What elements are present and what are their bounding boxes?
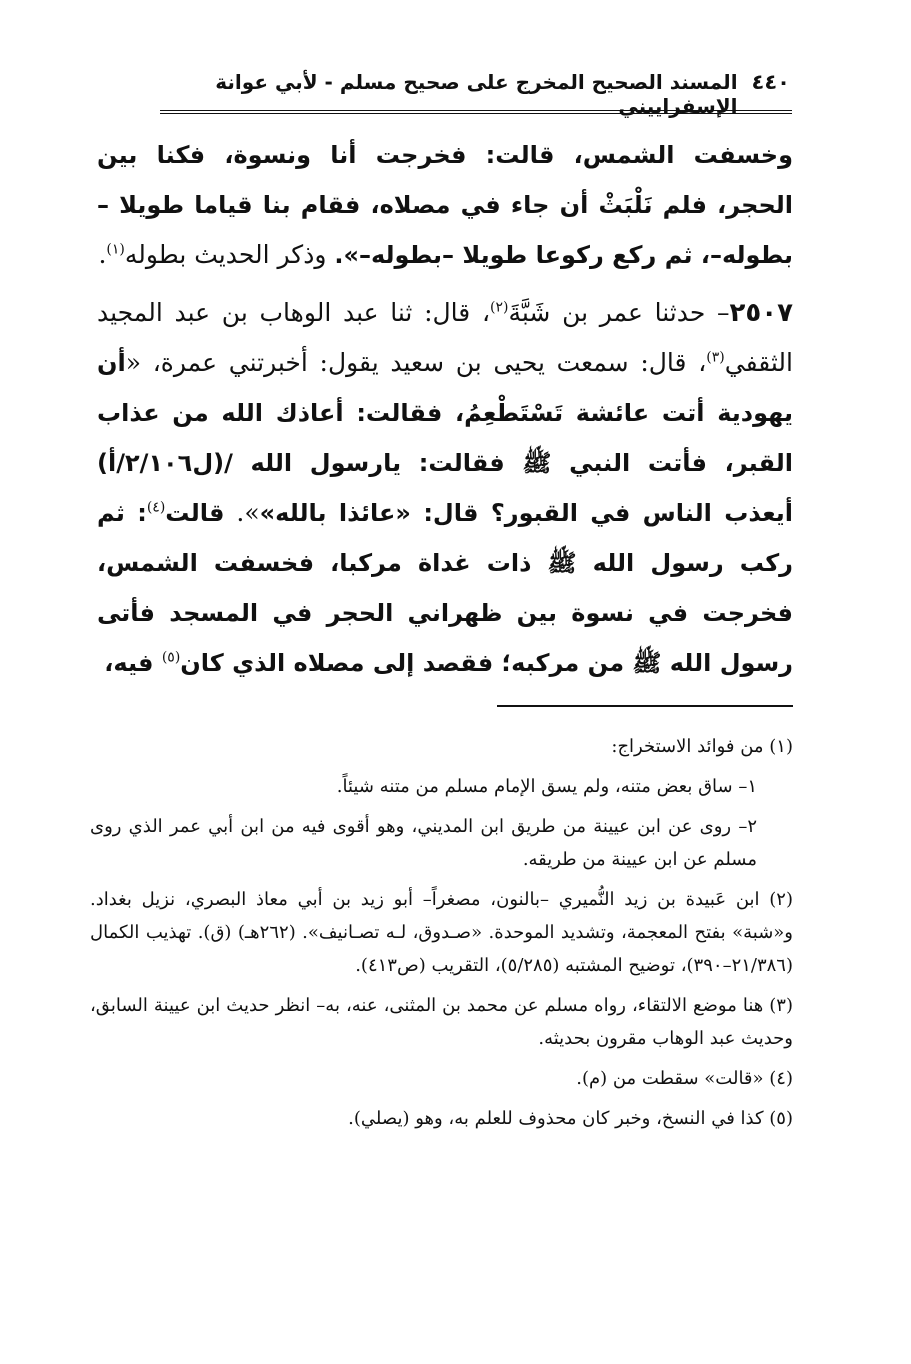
footnote-1-item-1: ١– ساق بعض متنه، ولم يسق الإمام مسلم من متنه شيئاً.: [336, 776, 757, 797]
footnote-5: (٥) كذا في النسخ، وخبر كان محذوف للعلم به، وهو (يصلي).: [348, 1108, 793, 1129]
footnote-ref: (٤): [146, 499, 166, 516]
footnote-ref: (١): [106, 241, 125, 258]
isnad-text: ، قال: ثنا عبد الوهاب بن عبد المجيد الثقفي: [97, 298, 793, 377]
quote-mark: ».: [224, 498, 260, 527]
hadith-text: : ثم ركب رسول الله ﷺ ذات غداة مركبا، فخسفت الشمس، فخرجت في نسوة بين ظهراني الحجر في المسجد فأتى رسول الله ﷺ من مركبه؛ فقصد إلى مصلاه الذي كان: [97, 499, 793, 677]
footnote-ref: (٢): [490, 299, 509, 316]
hadith-text: فيه،: [104, 649, 162, 677]
main-text: [97, 130, 793, 696]
footnote-ref: (٣): [706, 349, 725, 366]
hadith-text: وخسفت الشمس، قالت: فخرجت أنا ونسوة، فكنا بين الحجر، فلم نَلْبَثْ أن جاء في مصلاه، فقام بنا قياما طويلا –بطوله–، ثم ركع ركوعا طويلا –بطوله–».: [97, 141, 793, 269]
hadith-text: قالت: [165, 499, 225, 527]
narration-text: وذكر الحديث بطوله: [124, 240, 335, 269]
footnote-1-head: (١) من فوائد الاستخراج:: [611, 736, 793, 757]
paragraph-hadith-2507: [97, 288, 793, 688]
footnote-separator: [497, 705, 793, 707]
footnote-ref: (٥): [161, 649, 181, 666]
footnote-4: (٤) «قالت» سقطت من (م).: [576, 1068, 793, 1089]
running-title: المسند الصحيح المخرج على صحيح مسلم - لأبي عوانة الإسفراييني: [215, 70, 738, 118]
footnote-3: (٣) هنا موضع الالتقاء، رواه مسلم عن محمد بن المثنى، عنه، به– انظر حديث ابن عيينة السابق، وحديث عبد الوهاب مقرون بحديثه.: [90, 995, 793, 1049]
narration-text: .: [98, 240, 107, 269]
hadith-number: ٢٥٠٧: [729, 298, 793, 328]
hadith-text: أن يهودية أتت عائشة تَسْتَطْعِمُ، فقالت: أعاذك الله من عذاب القبر، فأتت النبي ﷺ فقالت: يارسول الله /(ل٢/١٠٦/أ) أيعذب الناس في القبور؟ قال: «عائذا بالله»: [97, 349, 793, 527]
isnad-text: ، قال: سمعت يحيى بن سعيد يقول: أخبرتني عمرة، «: [125, 348, 707, 377]
footnote-2: (٢) ابن عَبيدة بن زيد النُّميري –بالنون، مصغراً– أبو زيد بن أبي معاذ البصري، نزيل بغداد. و«شبة» بفتح المعجمة، وتشديد الموحدة. «صـدوق، لـه تصـانيف». (٢٦٢هـ) (ق). تهذيب الكمال (٢١/٣٨٦–٣٩٠)، توضيح المشتبه (٥/٢٨٥)، التقريب (ص٤١٣).: [90, 889, 793, 976]
footnotes: [90, 730, 793, 1142]
isnad-text: – حدثنا عمر بن شَبَّةَ: [508, 298, 730, 327]
header-rule: [160, 110, 792, 114]
paragraph-continuation: [97, 130, 793, 280]
page-number: ٤٤٠: [751, 70, 790, 94]
footnote-1-item-2: ٢– روى عن ابن عيينة من طريق ابن المديني، وهو أقوى فيه من ابن أبي عمر الذي روى مسلم عن ابن عيينة من طريقه.: [90, 816, 757, 870]
